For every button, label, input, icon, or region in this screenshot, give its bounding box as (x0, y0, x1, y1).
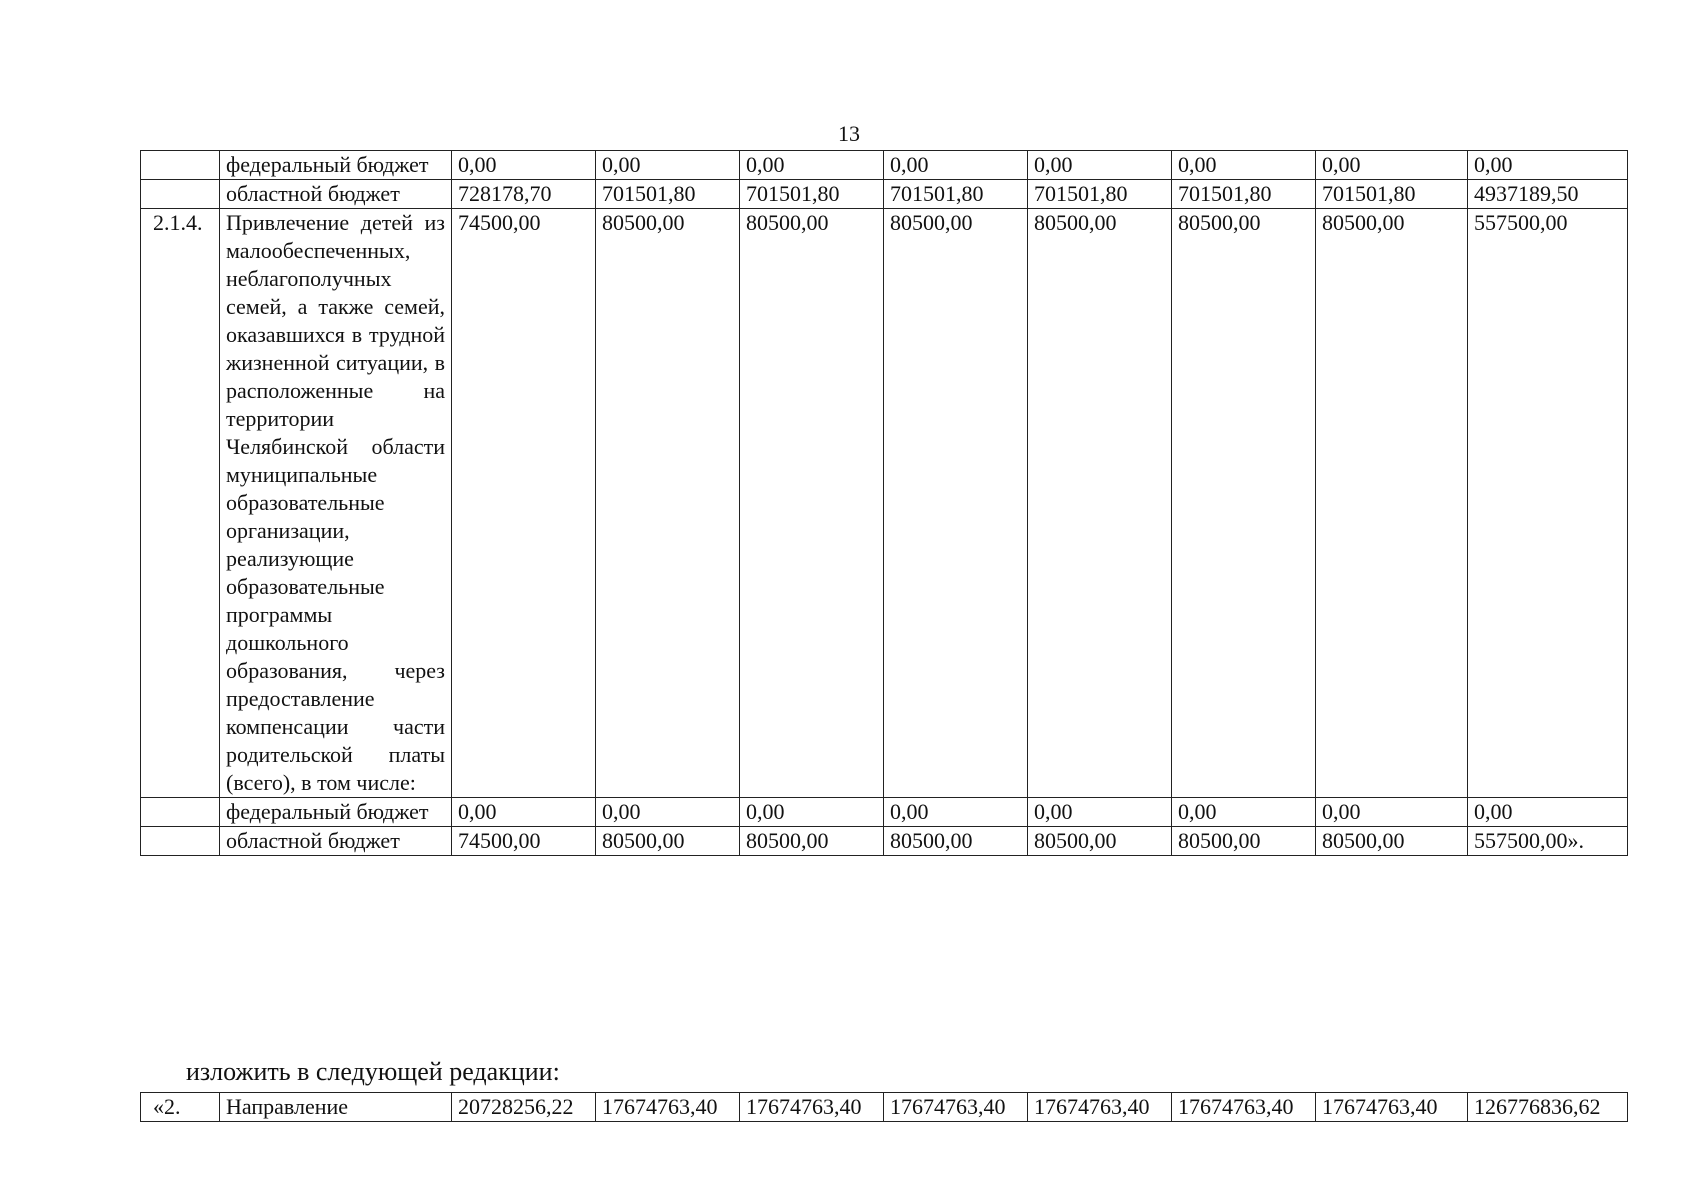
value-cell: 80500,00 (884, 209, 1028, 798)
value-cell: 0,00 (452, 151, 596, 180)
row-name-cell: областной бюджет (220, 180, 452, 209)
value-cell: 0,00 (1028, 151, 1172, 180)
page-number: 13 (838, 121, 860, 146)
value-cell: 0,00 (1316, 151, 1468, 180)
row-number-cell (141, 798, 220, 827)
value-cell: 80500,00 (596, 209, 740, 798)
value-cell: 17674763,40 (1316, 1093, 1468, 1122)
value-cell: 0,00 (884, 798, 1028, 827)
value-cell: 80500,00 (1172, 827, 1316, 856)
table-row (141, 798, 1628, 827)
table-row (141, 1093, 1628, 1122)
table-row (141, 209, 1628, 798)
value-cell: 0,00 (740, 798, 884, 827)
value-cell: 0,00 (740, 151, 884, 180)
value-cell: 80500,00 (1028, 827, 1172, 856)
value-cell: 701501,80 (740, 180, 884, 209)
value-cell: 80500,00 (596, 827, 740, 856)
value-cell: 0,00 (884, 151, 1028, 180)
row-name-cell: федеральный бюджет (220, 151, 452, 180)
row-name-cell: областной бюджет (220, 827, 452, 856)
value-cell: 4937189,50 (1468, 180, 1628, 209)
instruction-text: изложить в следующей редакции: (186, 1057, 560, 1086)
row-number-cell (141, 180, 220, 209)
table-row (141, 180, 1628, 209)
value-cell: 80500,00 (1028, 209, 1172, 798)
value-cell: 80500,00 (1316, 827, 1468, 856)
row-number-cell (141, 827, 220, 856)
value-cell: 0,00 (1468, 151, 1628, 180)
row-number-cell: «2. (141, 1093, 220, 1122)
row-name-cell: Направление (220, 1093, 452, 1122)
value-cell: 701501,80 (1316, 180, 1468, 209)
value-cell: 0,00 (1172, 798, 1316, 827)
value-cell: 17674763,40 (740, 1093, 884, 1122)
value-cell: 701501,80 (596, 180, 740, 209)
value-cell: 126776836,62 (1468, 1093, 1628, 1122)
value-cell: 80500,00 (1172, 209, 1316, 798)
row-number-cell (141, 151, 220, 180)
budget-table (140, 150, 1628, 856)
value-cell: 80500,00 (884, 827, 1028, 856)
value-cell: 0,00 (1172, 151, 1316, 180)
table-row (141, 151, 1628, 180)
value-cell: 701501,80 (1172, 180, 1316, 209)
value-cell: 701501,80 (1028, 180, 1172, 209)
value-cell: 557500,00 (1468, 209, 1628, 798)
value-cell: 0,00 (596, 798, 740, 827)
value-cell: 0,00 (1028, 798, 1172, 827)
revised-table (140, 1092, 1628, 1122)
value-cell: 17674763,40 (884, 1093, 1028, 1122)
value-cell: 74500,00 (452, 209, 596, 798)
value-cell: 20728256,22 (452, 1093, 596, 1122)
value-cell: 0,00 (1468, 798, 1628, 827)
value-cell: 701501,80 (884, 180, 1028, 209)
row-name-cell: федеральный бюджет (220, 798, 452, 827)
value-cell: 0,00 (596, 151, 740, 180)
value-cell: 0,00 (452, 798, 596, 827)
value-cell: 728178,70 (452, 180, 596, 209)
table-row (141, 827, 1628, 856)
value-cell: 80500,00 (740, 827, 884, 856)
value-cell: 80500,00 (1316, 209, 1468, 798)
value-cell: 17674763,40 (1028, 1093, 1172, 1122)
value-cell: 17674763,40 (596, 1093, 740, 1122)
row-number-cell: 2.1.4. (141, 209, 220, 798)
value-cell: 557500,00». (1468, 827, 1628, 856)
value-cell: 17674763,40 (1172, 1093, 1316, 1122)
value-cell: 0,00 (1316, 798, 1468, 827)
value-cell: 74500,00 (452, 827, 596, 856)
row-name-cell: Привлечение детей из малообеспеченных, неблагополучных семей, а также семей, оказавшихся в трудной жизненной ситуации, в расположенные на территории Челябинской области муниципальные образовательные организации, реализующие образовательные программы дошкольного образования, через предоставление компенсации части родительской платы (всего), в том числе: (220, 209, 452, 798)
value-cell: 80500,00 (740, 209, 884, 798)
